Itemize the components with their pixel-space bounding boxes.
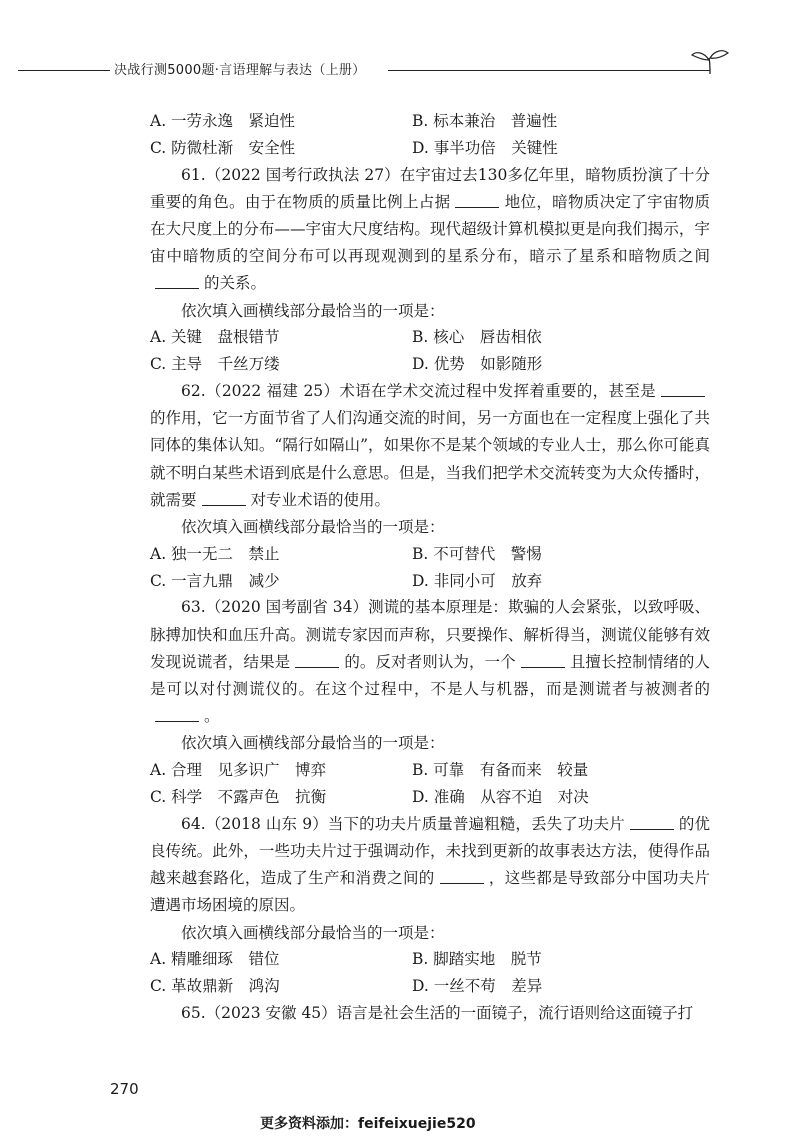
- option-row: [150, 568, 710, 595]
- header-rule-left: [18, 70, 110, 71]
- question-text: 且擅长控制情绪的人是可以对付测谎仪的。在这个过程中，不是人与机器，而是测谎者与被测者的: [150, 652, 710, 699]
- question-prompt: 依次填入画横线部分最恰当的一项是：: [181, 301, 445, 320]
- option-c: C. 主导 千丝万缕: [150, 355, 280, 374]
- fill-blank: [202, 490, 246, 506]
- question-text: 65.（2023 安徽 45）语言是社会生活的一面镜子，流行语则给这面镜子打: [181, 1004, 694, 1023]
- question-63: [150, 594, 710, 730]
- option-d: D. 非同小可 放弃: [412, 571, 543, 590]
- question-text: 的。反对者则认为，一个: [344, 652, 516, 671]
- page-content: [150, 108, 710, 1027]
- question-prompt: 依次填入画横线部分最恰当的一项是：: [181, 518, 445, 537]
- option-row: [150, 108, 710, 135]
- fill-blank: [155, 273, 199, 289]
- option-row: [150, 351, 710, 378]
- fill-blank: [630, 814, 674, 830]
- option-row: [150, 784, 710, 811]
- fill-blank: [440, 868, 484, 884]
- header-rule-right: [388, 70, 710, 71]
- option-b: B. 脚踏实地 脱节: [412, 950, 542, 969]
- option-row: [150, 757, 710, 784]
- option-d: D. 事半功倍 关键性: [412, 138, 558, 157]
- option-a: A. 精雕细琢 错位: [150, 950, 280, 969]
- question-text: 的作用，它一方面节省了人们沟通交流的时间，另一方面也在一定程度上强化了共同体的集体认知。“隔行如隔山”，如果你不是某个领域的专业人士，那么你可能真就不明白某些术语到底是什么意思。但是，当我们把学术交流转变为大众传播时，就需要: [150, 409, 710, 509]
- option-row: [150, 135, 710, 162]
- option-b: B. 不可替代 警惕: [412, 544, 542, 563]
- question-text: 62.（2022 福建 25）术语在学术交流过程中发挥着重要的，甚至是: [181, 382, 656, 400]
- option-a: A. 一劳永逸 紧迫性: [150, 112, 296, 130]
- page-number: 270: [110, 1080, 139, 1098]
- option-b: B. 标本兼治 普遍性: [412, 112, 558, 130]
- question-65: [150, 1000, 710, 1027]
- question-64: [150, 811, 710, 920]
- fill-blank: [295, 652, 339, 668]
- option-b: B. 核心 唇齿相依: [412, 328, 542, 347]
- option-a: A. 独一无二 禁止: [150, 544, 280, 563]
- fill-blank: [661, 381, 705, 397]
- option-c: C. 一言九鼎 减少: [150, 571, 280, 590]
- option-c: C. 革故鼎新 鸿沟: [150, 977, 280, 996]
- question-text: 63.（2020 国考副省 34）测谎的基本原理是：欺骗的人会紧张，以致呼吸、脉搏加快和血压升高。测谎专家因而声称，只要操作、解析得当，测谎仪能够有效发现说谎者，结果是: [150, 598, 710, 671]
- question-text: ，这些都是导致部分中国功夫片遭遇市场困境的原因。: [150, 869, 710, 915]
- fill-blank: [455, 192, 499, 208]
- question-text: 的优良传统。此外，一些功夫片过于强调动作，未找到更新的故事表达方法，使得作品越来越套路化，造成了生产和消费之间的: [150, 814, 710, 888]
- question-prompt: 依次填入画横线部分最恰当的一项是：: [181, 734, 445, 753]
- option-row: [150, 973, 710, 1000]
- option-row: [150, 541, 710, 568]
- option-c: C. 防微杜渐 安全性: [150, 138, 296, 157]
- running-header: [18, 48, 718, 88]
- option-row: [150, 324, 710, 351]
- option-d: D. 优势 如影随形: [412, 355, 543, 374]
- question-text: 64.（2018 山东 9）当下的功夫片质量普遍粗糙，丢失了功夫片: [181, 814, 625, 833]
- option-c: C. 科学 不露声色 抗衡: [150, 788, 327, 807]
- option-a: A. 合理 见多识广 博弈: [150, 761, 327, 780]
- sprout-icon: [690, 48, 730, 74]
- option-d: D. 一丝不苟 差异: [412, 977, 543, 996]
- question-text: 对专业术语的使用。: [250, 490, 391, 509]
- book-title: 决战行测5000题·言语理解与表达（上册）: [114, 63, 366, 78]
- question-prompt: 依次填入画横线部分最恰当的一项是：: [181, 923, 445, 942]
- footer-note: 更多资料添加：feifeixuejie520: [260, 1116, 476, 1132]
- option-b: B. 可靠 有备而来 较量: [412, 761, 589, 780]
- fill-blank: [155, 706, 199, 722]
- question-61: [150, 162, 710, 298]
- question-text: 。: [204, 707, 220, 726]
- question-text: 61.（2022 国考行政执法 27）在宇宙过去130多亿年里，暗物质扮演了十分重要的角色。由于在物质的质量比例上占据: [150, 165, 710, 211]
- option-row: [150, 946, 710, 973]
- option-d: D. 准确 从容不迫 对决: [412, 788, 589, 807]
- option-a: A. 关键 盘根错节: [150, 328, 280, 347]
- fill-blank: [521, 652, 565, 668]
- question-text: 的关系。: [204, 274, 267, 293]
- question-text: 地位，暗物质决定了宇宙物质在大尺度上的分布——宇宙大尺度结构。现代超级计算机模拟更是向我们揭示，宇宙中暗物质的空间分布可以再现观测到的星系分布，暗示了星系和暗物质之间: [150, 192, 710, 266]
- question-62: [150, 378, 710, 514]
